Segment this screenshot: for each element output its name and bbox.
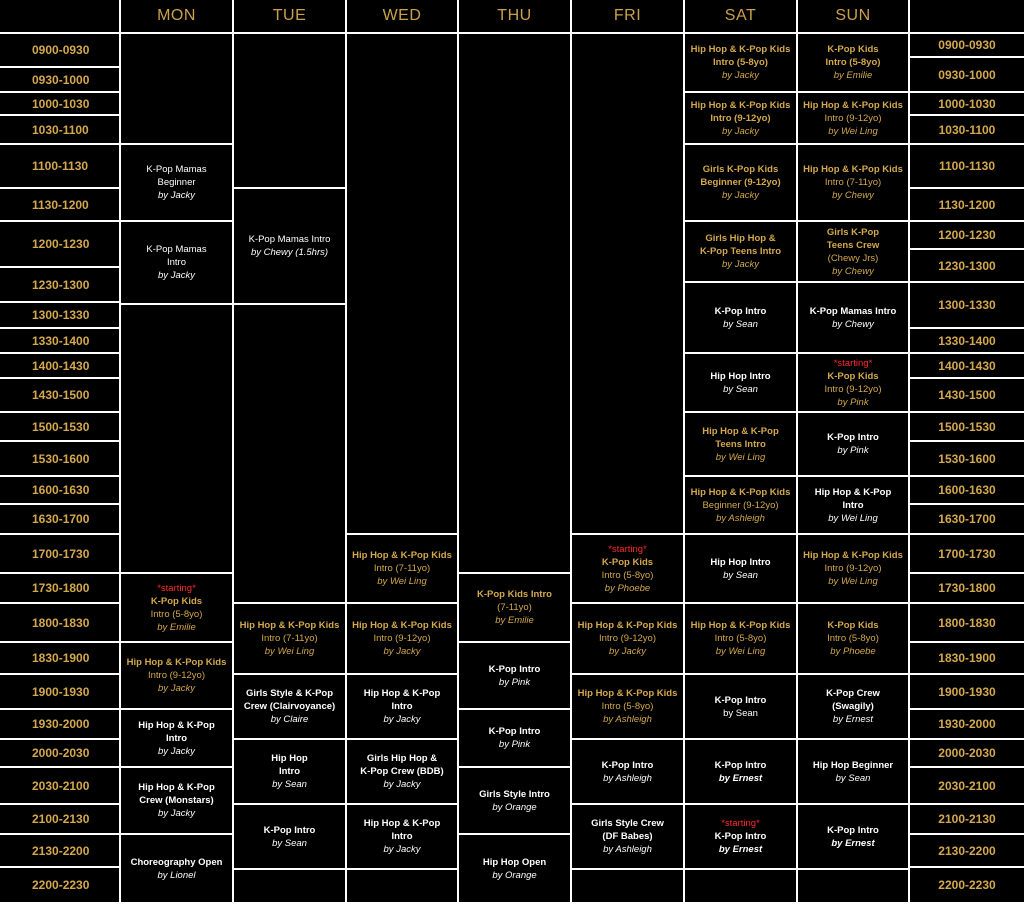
class-block <box>798 805 908 868</box>
time-slot-left: 1930-2000 <box>0 710 119 738</box>
time-slot-right: 2100-2130 <box>910 805 1024 833</box>
class-instructor: by Orange <box>492 869 537 881</box>
class-name: Hip Hop & K-Pop Kids <box>352 550 452 561</box>
class-instructor: by Jacky <box>383 646 421 657</box>
class-name: Crew (Monstars) <box>139 795 214 806</box>
time-slot-right: 1630-1700 <box>910 505 1024 533</box>
class-name: K-Pop Mamas <box>146 244 207 255</box>
class-block <box>234 189 345 303</box>
time-slot-right: 1900-1930 <box>910 675 1024 708</box>
class-instructor: by Pink <box>498 739 531 750</box>
class-name: K-Pop Kids <box>827 370 879 382</box>
header-corner-left <box>0 0 119 32</box>
empty-slot <box>572 870 683 902</box>
class-name: K-Pop Intro <box>488 663 541 675</box>
time-slot-right: 1300-1330 <box>910 283 1024 327</box>
class-name: K-Pop Kids <box>601 556 654 568</box>
class-instructor: by Ashleigh <box>603 714 652 725</box>
class-block <box>121 768 232 833</box>
class-instructor: by Wei Ling <box>715 451 766 463</box>
class-detail: Intro (9-12yo) <box>598 633 657 644</box>
class-instructor: by Ernest <box>831 837 875 849</box>
class-block <box>685 477 796 533</box>
empty-slot <box>121 305 232 572</box>
class-block <box>798 283 908 352</box>
empty-slot <box>685 870 796 902</box>
class-name: Intro (5-8yo) <box>825 57 881 68</box>
class-block <box>572 604 683 673</box>
class-block <box>798 740 908 803</box>
time-slot-left: 1500-1530 <box>0 413 119 440</box>
class-name: K-Pop Intro <box>488 726 541 737</box>
class-name: Hip Hop & K-Pop Kids <box>239 620 340 631</box>
class-detail: Intro (5-8yo) <box>714 633 767 644</box>
time-slot-left: 1400-1430 <box>0 354 119 377</box>
class-name: Hip Hop & K-Pop <box>138 719 215 731</box>
class-instructor: by Jacky <box>383 844 421 855</box>
class-detail: Intro (9-12yo) <box>373 633 431 644</box>
time-slot-right: 1700-1730 <box>910 535 1024 572</box>
class-instructor: by Sean <box>723 707 758 719</box>
class-block <box>798 535 908 602</box>
time-slot-left: 1300-1330 <box>0 303 119 327</box>
class-name: K-Pop Intro <box>714 694 767 706</box>
time-slot-left: 1530-1600 <box>0 442 119 475</box>
time-slot-left: 1830-1900 <box>0 643 119 673</box>
class-instructor: by Sean <box>272 779 307 790</box>
class-instructor: by Chewy <box>832 190 874 201</box>
class-name: Intro <box>278 766 301 777</box>
class-name: Hip Hop Intro <box>710 556 771 568</box>
class-instructor: by Jacky <box>722 125 759 137</box>
class-name: Hip Hop & K-Pop <box>138 782 215 793</box>
class-instructor: by Jacky <box>383 714 421 725</box>
class-block <box>347 535 457 602</box>
empty-slot <box>121 34 232 143</box>
time-slot-left: 0900-0930 <box>0 34 119 66</box>
class-instructor: by Chewy (1.5hrs) <box>250 247 329 258</box>
time-slot-right: 0930-1000 <box>910 58 1024 91</box>
class-name: K-Pop Kids <box>150 595 203 607</box>
class-block <box>685 675 796 738</box>
class-name: K-Pop Kids <box>827 620 879 631</box>
time-slot-right: 1500-1530 <box>910 413 1024 440</box>
class-instructor: by Pink <box>498 676 531 688</box>
class-name: Hip Hop & K-Pop <box>814 486 892 498</box>
time-slot-left: 1330-1400 <box>0 329 119 352</box>
class-instructor: by Emilie <box>833 70 873 81</box>
class-name: Girls K-Pop <box>826 226 880 238</box>
time-slot-right: 1730-1800 <box>910 574 1024 602</box>
class-name: Intro (9-12yo) <box>710 112 771 124</box>
class-instructor: by Pink <box>837 396 869 408</box>
class-name: Hip Hop & K-Pop Kids <box>577 688 678 699</box>
class-detail: Beginner (9-12yo) <box>702 499 779 511</box>
class-block <box>685 283 796 352</box>
class-instructor: by Wei Ling <box>828 125 878 137</box>
class-name: Intro (5-8yo) <box>713 57 768 68</box>
time-slot-left: 1700-1730 <box>0 535 119 572</box>
time-slot-left: 2000-2030 <box>0 740 119 766</box>
class-block <box>685 604 796 673</box>
time-slot-left: 1630-1700 <box>0 505 119 533</box>
class-instructor: by Jacky <box>609 646 646 657</box>
class-name: Hip Hop & K-Pop Kids <box>577 620 678 631</box>
class-block <box>121 710 232 766</box>
empty-slot <box>234 870 345 902</box>
class-instructor: by Lionel <box>157 869 196 881</box>
class-name: K-Pop Intro <box>827 824 879 836</box>
class-instructor: by Jacky <box>383 779 421 790</box>
time-slot-right: 1800-1830 <box>910 604 1024 641</box>
class-block <box>234 604 345 673</box>
class-name: K-Pop Teens Intro <box>699 246 782 257</box>
time-slot-right: 2200-2230 <box>910 868 1024 902</box>
class-block <box>798 34 908 91</box>
class-instructor: by Wei Ling <box>264 646 315 657</box>
class-name: Beginner (9-12yo) <box>700 177 781 188</box>
class-block <box>121 574 232 641</box>
class-name: Choreography Open <box>130 856 223 868</box>
class-instructor: by Ashleigh <box>603 772 652 784</box>
time-slot-left: 1200-1230 <box>0 222 119 266</box>
class-block <box>798 477 908 533</box>
time-slot-left: 0930-1000 <box>0 68 119 91</box>
class-name: Hip Hop & K-Pop Kids <box>690 44 791 55</box>
class-name: Hip Hop & K-Pop Kids <box>690 620 791 631</box>
empty-slot <box>459 34 570 572</box>
class-block <box>459 710 570 766</box>
time-slot-right: 0900-0930 <box>910 34 1024 56</box>
time-slot-right: 1100-1130 <box>910 145 1024 187</box>
class-instructor: by Sean <box>723 569 758 581</box>
class-instructor: by Ashleigh <box>603 844 652 855</box>
class-block <box>685 354 796 411</box>
class-name: K-Pop Crew <box>826 688 880 699</box>
class-instructor: by Pink <box>837 445 869 456</box>
class-instructor: by Phoebe <box>604 582 651 594</box>
class-block <box>798 354 908 411</box>
class-block <box>572 740 683 803</box>
class-block <box>234 740 345 803</box>
time-slot-right: 2030-2100 <box>910 768 1024 803</box>
class-name: Girls Hip Hop & <box>705 233 776 244</box>
class-detail: Intro (7-11yo) <box>261 633 318 644</box>
class-block <box>459 574 570 641</box>
class-name: Hip Hop & K-Pop Kids <box>126 657 227 668</box>
class-block <box>798 145 908 220</box>
class-instructor: by Emilie <box>157 621 196 633</box>
class-block <box>459 768 570 833</box>
class-block <box>234 675 345 738</box>
class-instructor: by Jacky <box>158 683 195 694</box>
class-name: Intro <box>842 499 864 511</box>
class-block <box>685 34 796 91</box>
class-detail: Intro (5-8yo) <box>601 569 654 581</box>
class-name: Hip Hop & K-Pop Kids <box>690 486 791 498</box>
class-instructor: by Wei Ling <box>828 576 878 587</box>
class-detail: Intro (9-12yo) <box>824 563 882 574</box>
class-detail: Intro (5-8yo) <box>150 608 203 620</box>
empty-slot <box>234 305 345 602</box>
time-slot-right: 1400-1430 <box>910 354 1024 377</box>
class-instructor: by Ernest <box>832 714 874 725</box>
time-slot-right: 1600-1630 <box>910 477 1024 503</box>
class-name: Hip Hop & K-Pop Kids <box>803 99 903 111</box>
class-instructor: by Sean <box>723 383 758 395</box>
time-slot-left: 1800-1830 <box>0 604 119 641</box>
class-block <box>798 222 908 281</box>
class-name: (DF Babes) <box>602 831 653 842</box>
class-instructor: by Claire <box>270 714 309 725</box>
class-name: Hip Hop Intro <box>710 370 771 382</box>
time-slot-left: 1000-1030 <box>0 93 119 114</box>
class-name: K-Pop Intro <box>263 824 316 836</box>
class-name: Girls Style Intro <box>479 788 550 800</box>
time-slot-right: 1330-1400 <box>910 329 1024 352</box>
class-instructor: by Wei Ling <box>377 576 427 587</box>
starting-label: *starting* <box>608 543 647 555</box>
class-detail: Intro (9-12yo) <box>147 670 206 681</box>
time-slot-right: 1930-2000 <box>910 710 1024 738</box>
class-detail: Intro (5-8yo) <box>601 701 654 712</box>
empty-slot <box>572 34 683 533</box>
class-instructor: by Emilie <box>495 615 534 626</box>
class-detail: Intro (9-12yo) <box>824 112 882 124</box>
class-block <box>685 413 796 475</box>
starting-label: *starting* <box>157 582 196 594</box>
class-instructor: by Wei Ling <box>828 512 878 524</box>
class-block <box>685 805 796 868</box>
class-name: Hip Hop <box>271 753 308 764</box>
class-name: Hip Hop & K-Pop <box>702 425 779 437</box>
class-detail: Intro (7-11yo) <box>373 563 431 574</box>
class-name: K-Pop Kids <box>827 44 879 55</box>
class-block <box>798 413 908 475</box>
class-block <box>459 835 570 902</box>
class-name: (Swagily) <box>832 701 874 712</box>
class-name: Hip Hop & K-Pop Kids <box>803 550 903 561</box>
class-instructor: by Ernest <box>718 844 763 855</box>
class-instructor: by Jacky <box>158 745 195 757</box>
class-instructor: by Sean <box>723 318 758 330</box>
time-slot-left: 2030-2100 <box>0 768 119 803</box>
empty-slot <box>234 34 345 187</box>
time-slot-right: 2130-2200 <box>910 835 1024 866</box>
time-slot-right: 1000-1030 <box>910 93 1024 114</box>
class-block <box>685 222 796 281</box>
time-slot-left: 1130-1200 <box>0 189 119 220</box>
class-block <box>347 675 457 738</box>
class-block <box>798 604 908 673</box>
class-block <box>685 93 796 143</box>
time-slot-left: 1100-1130 <box>0 145 119 187</box>
class-name: Girls Hip Hop & <box>366 753 438 764</box>
time-slot-right: 1530-1600 <box>910 442 1024 475</box>
class-name: K-Pop Intro <box>714 831 767 842</box>
class-block <box>685 145 796 220</box>
class-detail: (7-11yo) <box>497 602 532 613</box>
class-block <box>347 604 457 673</box>
class-detail: (Chewy Jrs) <box>827 252 879 264</box>
class-name: Girls Style & K-Pop <box>245 688 334 699</box>
class-name: Crew (Clairvoyance) <box>243 701 336 712</box>
class-instructor: by Orange <box>492 801 537 813</box>
time-slot-left: 2130-2200 <box>0 835 119 866</box>
class-instructor: by Jacky <box>722 190 759 201</box>
header-corner-right <box>910 0 1024 32</box>
class-name: Girls Style Crew <box>591 818 664 829</box>
class-instructor: by Jacky <box>722 70 759 81</box>
day-header-sat: SAT <box>685 0 796 32</box>
class-block <box>572 805 683 868</box>
time-slot-right: 1830-1900 <box>910 643 1024 673</box>
class-name: Hip Hop & K-Pop Kids <box>690 99 791 111</box>
time-slot-left: 1730-1800 <box>0 574 119 602</box>
class-instructor: by Jacky <box>158 270 195 281</box>
class-block <box>459 643 570 708</box>
class-name: Hip Hop Beginner <box>812 759 894 771</box>
time-slot-left: 1030-1100 <box>0 116 119 143</box>
class-block <box>685 535 796 602</box>
class-name: K-Pop Intro <box>714 759 767 771</box>
class-block <box>234 805 345 868</box>
class-block <box>121 643 232 708</box>
day-header-thu: THU <box>459 0 570 32</box>
class-block <box>685 740 796 803</box>
class-name: Teens Intro <box>715 438 766 450</box>
class-instructor: by Chewy <box>832 318 874 330</box>
class-name: K-Pop Mamas <box>146 164 207 175</box>
time-slot-right: 2000-2030 <box>910 740 1024 766</box>
time-slot-right: 1200-1230 <box>910 222 1024 248</box>
class-block <box>798 93 908 143</box>
day-header-fri: FRI <box>572 0 683 32</box>
class-instructor: by Sean <box>272 837 307 849</box>
class-block <box>798 675 908 738</box>
empty-slot <box>347 870 457 902</box>
class-instructor: by Sean <box>835 772 871 784</box>
class-instructor: by Phoebe <box>830 646 876 657</box>
class-name: K-Pop Intro <box>601 759 654 771</box>
class-detail: Beginner <box>157 177 196 188</box>
class-name: K-Pop Intro <box>827 432 879 443</box>
day-header-sun: SUN <box>798 0 908 32</box>
class-block <box>121 145 232 220</box>
class-name: Intro <box>165 732 188 744</box>
class-name: Hip Hop & K-Pop Kids <box>352 620 452 631</box>
time-slot-left: 1230-1300 <box>0 268 119 301</box>
day-header-tue: TUE <box>234 0 345 32</box>
class-name: Intro <box>391 831 413 842</box>
class-instructor: by Chewy <box>832 265 874 277</box>
time-slot-right: 1430-1500 <box>910 379 1024 411</box>
class-name: Teens Crew <box>826 239 880 251</box>
class-detail: Intro (9-12yo) <box>824 383 882 395</box>
class-name: Hip Hop & K-Pop Kids <box>803 164 903 175</box>
class-name: Hip Hop & K-Pop <box>363 818 441 829</box>
empty-slot <box>347 34 457 533</box>
time-slot-right: 1130-1200 <box>910 189 1024 220</box>
time-slot-right: 1030-1100 <box>910 116 1024 143</box>
class-instructor: by Wei Ling <box>715 646 766 657</box>
time-slot-left: 1430-1500 <box>0 379 119 411</box>
class-name: K-Pop Kids Intro <box>477 589 552 600</box>
class-name: Girls K-Pop Kids <box>702 164 779 175</box>
class-name: Intro <box>391 701 413 712</box>
class-block <box>572 535 683 602</box>
time-slot-left: 1600-1630 <box>0 477 119 503</box>
empty-slot <box>798 870 908 902</box>
class-block <box>121 835 232 902</box>
time-slot-right: 1230-1300 <box>910 250 1024 281</box>
day-header-mon: MON <box>121 0 232 32</box>
class-detail: Intro (7-11yo) <box>824 177 882 188</box>
class-name: K-Pop Mamas Intro <box>248 234 331 245</box>
starting-label: *starting* <box>833 357 873 369</box>
class-block <box>347 805 457 868</box>
class-block <box>347 740 457 803</box>
class-instructor: by Jacky <box>722 259 759 270</box>
class-detail: Intro <box>166 257 186 268</box>
class-instructor: by Jacky <box>158 190 195 201</box>
class-name: K-Pop Crew (BDB) <box>360 766 444 777</box>
class-name: Hip Hop & K-Pop <box>363 688 441 699</box>
class-instructor: by Ashleigh <box>716 512 765 524</box>
day-header-wed: WED <box>347 0 457 32</box>
class-name: Hip Hop Open <box>482 856 547 868</box>
starting-label: *starting* <box>721 818 760 829</box>
class-block <box>572 675 683 738</box>
class-detail: Intro (5-8yo) <box>827 633 879 644</box>
class-instructor: by Ernest <box>718 772 763 784</box>
time-slot-left: 2100-2130 <box>0 805 119 833</box>
time-slot-left: 1900-1930 <box>0 675 119 708</box>
class-block <box>121 222 232 303</box>
class-instructor: by Jacky <box>158 808 195 819</box>
class-name: K-Pop Mamas Intro <box>809 305 897 317</box>
time-slot-left: 2200-2230 <box>0 868 119 902</box>
class-name: K-Pop Intro <box>714 305 767 317</box>
